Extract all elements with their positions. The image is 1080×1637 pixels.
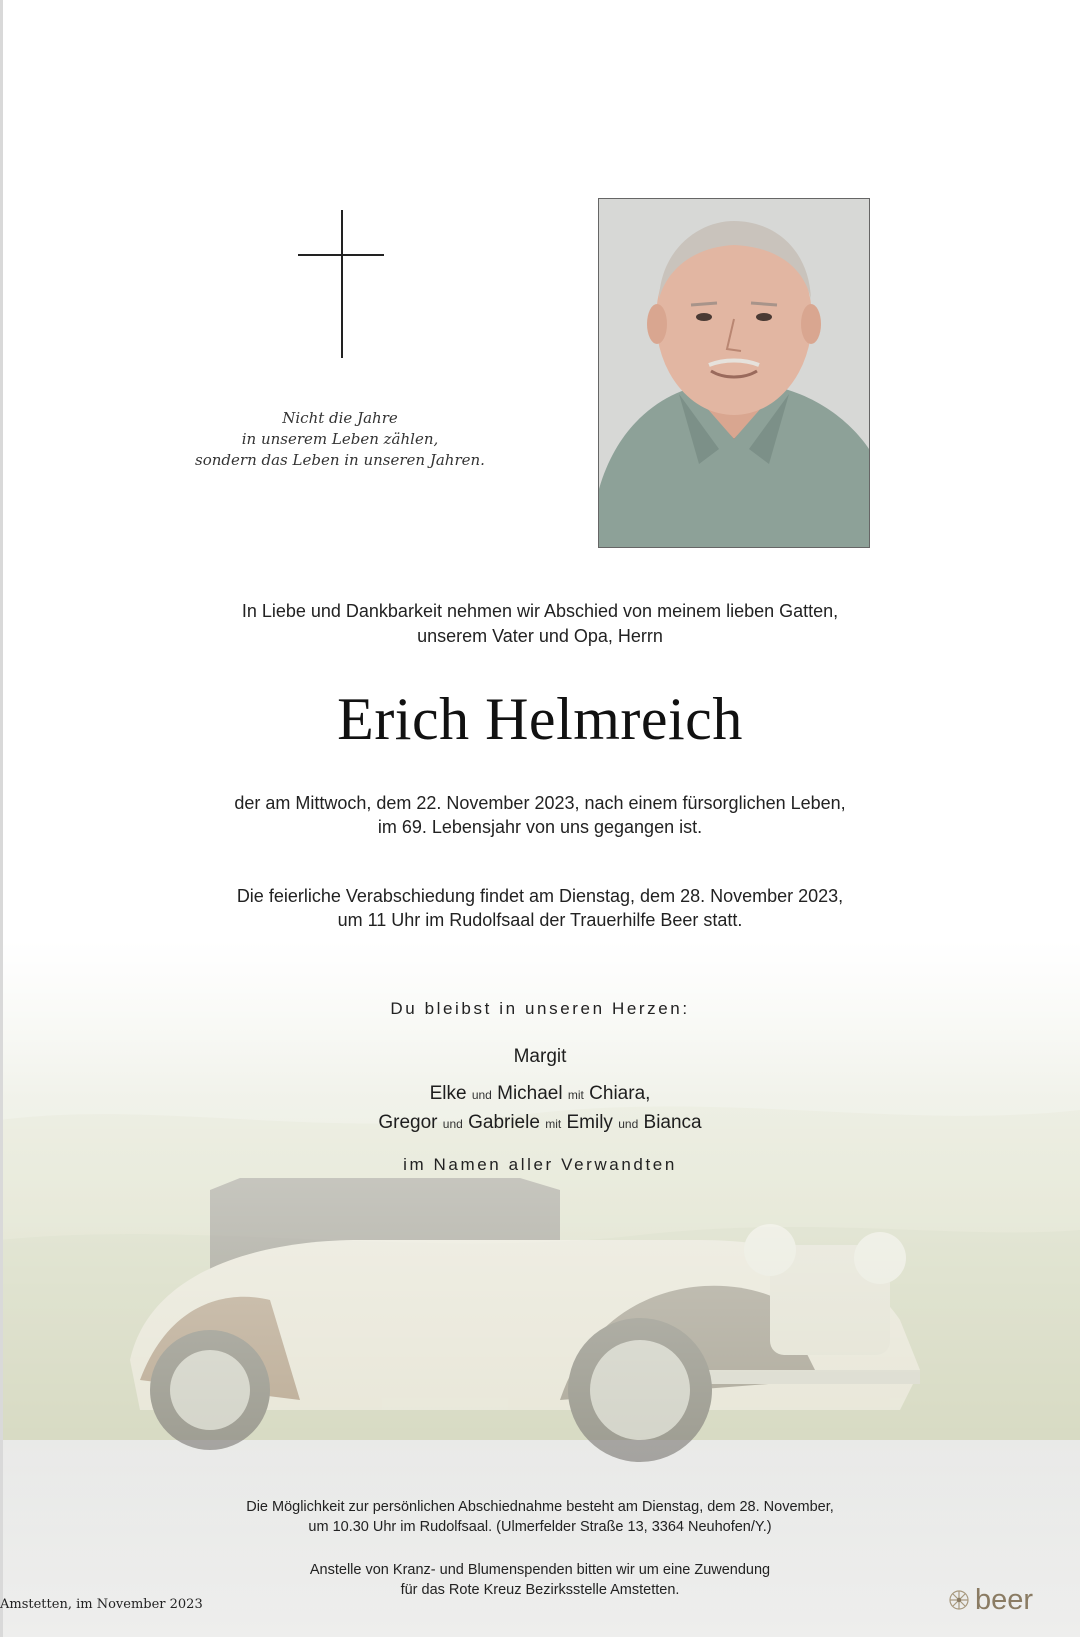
cross-icon	[298, 210, 384, 358]
donation-notice	[100, 1560, 980, 1600]
motto-line: in unserem Leben zählen,	[241, 430, 439, 448]
mourners-list	[140, 1043, 940, 1138]
dandelion-icon	[946, 1587, 972, 1613]
mourner-name: Chiara,	[589, 1083, 651, 1104]
mourner-name: Emily	[566, 1112, 613, 1133]
ceremony-notice	[100, 884, 980, 932]
mourner-joiner: mit	[567, 1088, 584, 1102]
beer-logo	[946, 1583, 1033, 1617]
death-line: der am Mittwoch, dem 22. November 2023, nach einem fürsorglichen Leben,	[234, 793, 846, 813]
motto-line: sondern das Leben in unseren Jahren.	[195, 451, 485, 469]
portrait-illustration	[599, 199, 869, 547]
donation-line: Anstelle von Kranz- und Blumenspenden bitten wir um eine Zuwendung	[309, 1562, 771, 1578]
donation-line: für das Rote Kreuz Bezirksstelle Amstetten.	[400, 1582, 680, 1598]
remembrance-heading: Du bleibst in unseren Herzen:	[390, 999, 690, 1018]
mourner-name: Elke	[429, 1083, 467, 1104]
logo-text: beer	[975, 1583, 1034, 1616]
farewell-line: Die Möglichkeit zur persönlichen Abschiednahme besteht am Dienstag, dem 28. November,	[246, 1499, 834, 1515]
ceremony-line: Die feierliche Verabschiedung findet am Dienstag, dem 28. November 2023,	[236, 886, 844, 906]
mourner-joiner: und	[618, 1117, 639, 1131]
mourner-name: Gregor	[378, 1112, 438, 1133]
mourner-name: Michael	[497, 1083, 563, 1104]
intro-line: In Liebe und Dankbarkeit nehmen wir Abschied von meinem lieben Gatten,	[241, 601, 839, 621]
death-line: im 69. Lebensjahr von uns gegangen ist.	[377, 817, 703, 837]
place-date: Amstetten, im November 2023	[0, 1597, 203, 1612]
mourner-name: Gabriele	[468, 1112, 540, 1133]
farewell-line: um 10.30 Uhr im Rudolfsaal. (Ulmerfelder Straße 13, 3364 Neuhofen/Y.)	[308, 1519, 772, 1535]
motto-quote	[160, 408, 520, 471]
ceremony-line: um 11 Uhr im Rudolfsaal der Trauerhilfe Beer statt.	[337, 910, 743, 930]
mourners-row	[140, 1109, 940, 1138]
farewell-notice	[100, 1497, 980, 1537]
relatives-line: im Namen aller Verwandten	[403, 1155, 677, 1174]
motto-line: Nicht die Jahre	[282, 409, 398, 427]
death-notice	[100, 791, 980, 839]
portrait-photo	[598, 198, 870, 548]
mourner-joiner: und	[442, 1117, 463, 1131]
intro-text	[120, 599, 960, 649]
mourner-joiner: mit	[545, 1117, 562, 1131]
mourners-row	[140, 1080, 940, 1109]
mourner-name: Bianca	[643, 1112, 702, 1133]
left-edge-line	[0, 0, 3, 1637]
deceased-name: Erich Helmreich	[337, 686, 743, 752]
intro-line: unserem Vater und Opa, Herrn	[417, 626, 663, 646]
mourner-spouse: Margit	[513, 1046, 567, 1067]
mourner-joiner: und	[471, 1088, 492, 1102]
